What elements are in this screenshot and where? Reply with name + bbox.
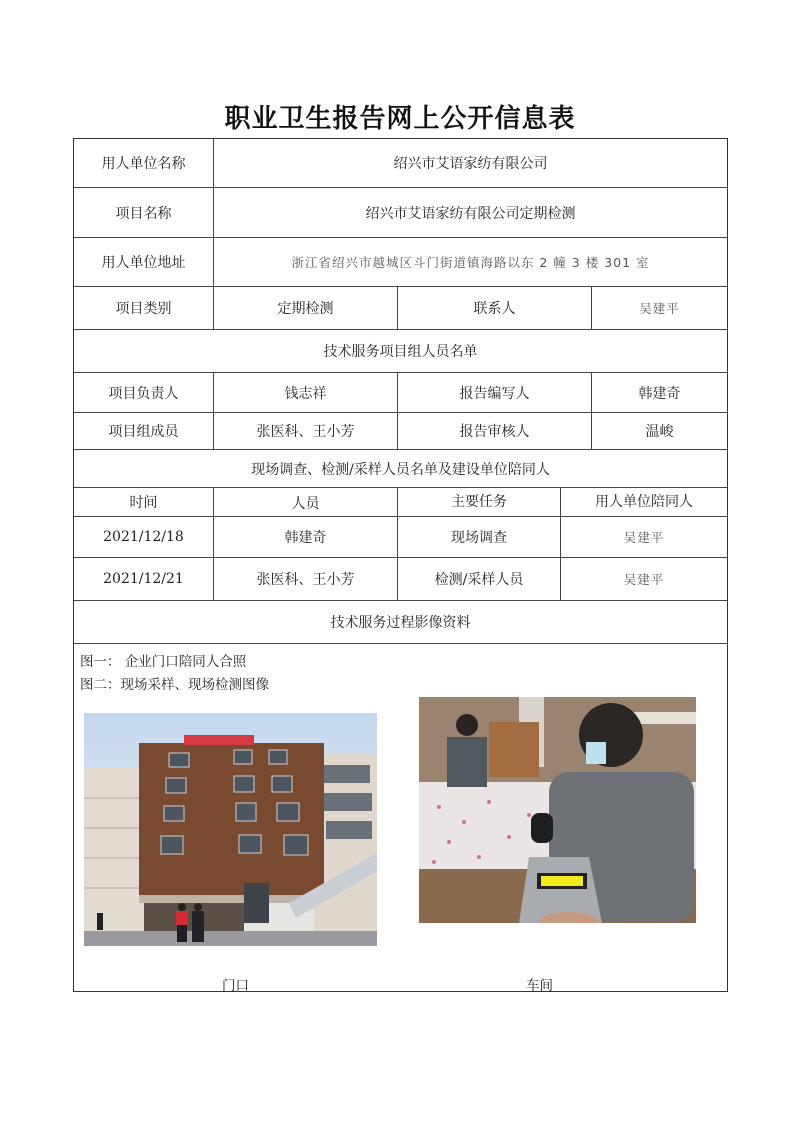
project-name-value: 绍兴市艾语家纺有限公司定期检测 — [365, 205, 576, 222]
entrance-building-image — [84, 713, 377, 946]
project-name-label: 项目名称 — [74, 188, 214, 237]
leader-value: 钱志祥 — [214, 373, 398, 412]
document-title: 职业卫生报告网上公开信息表 — [224, 104, 576, 134]
row-category — [74, 287, 727, 330]
row-project-name — [74, 188, 727, 238]
col-header-companion: 用人单位陪同人 — [595, 494, 693, 510]
address-value: 浙江省绍兴市越城区斗门街道镇海路以东 2 幢 3 楼 301 室 — [291, 255, 650, 270]
row-survey-heading — [74, 450, 727, 488]
row-team-heading — [74, 330, 727, 373]
photo-workshop-label: 车间 — [526, 978, 553, 994]
survey-staff: 张医科、王小芳 — [214, 558, 398, 600]
caption-figure-2: 图二：现场采样、现场检测图像 — [80, 677, 269, 693]
caption-figure-1: 图一： 企业门口陪同人合照 — [80, 654, 247, 670]
survey-companion: 吴建平 — [623, 572, 665, 587]
category-label: 项目类别 — [74, 287, 214, 329]
col-header-task: 主要任务 — [398, 488, 561, 516]
contact-label: 联系人 — [398, 287, 592, 329]
employer-name-value: 绍兴市艾语家纺有限公司 — [393, 156, 548, 172]
leader-label: 项目负责人 — [74, 373, 214, 412]
writer-value: 韩建奇 — [638, 385, 681, 402]
row-address — [74, 238, 727, 287]
photo-entrance — [84, 713, 377, 946]
info-table — [73, 138, 728, 992]
writer-label: 报告编写人 — [398, 373, 592, 412]
survey-heading: 现场调查、检测/采样人员名单及建设单位陪同人 — [251, 461, 550, 478]
survey-task: 现场调查 — [398, 517, 561, 557]
photo-entrance-label: 门口 — [222, 978, 249, 994]
survey-date: 2021/12/18 — [74, 517, 214, 557]
workshop-noise-measurement-image — [419, 697, 696, 923]
table-row — [74, 517, 727, 558]
employer-name-label: 用人单位名称 — [74, 139, 214, 187]
media-heading: 技术服务过程影像资料 — [330, 615, 471, 631]
table-row — [74, 558, 727, 601]
media-section — [74, 644, 727, 994]
survey-staff: 韩建奇 — [214, 517, 398, 557]
row-employer-name — [74, 139, 727, 188]
survey-date: 2021/12/21 — [74, 558, 214, 600]
reviewer-label: 报告审核人 — [398, 413, 592, 449]
photo-workshop — [419, 697, 696, 923]
survey-task: 检测/采样人员 — [398, 558, 561, 600]
team-heading: 技术服务项目组人员名单 — [323, 344, 478, 360]
reviewer-value: 温峻 — [645, 424, 674, 440]
contact-value: 吴建平 — [639, 301, 680, 316]
row-members — [74, 413, 727, 450]
col-header-staff: 人员 — [214, 488, 398, 516]
survey-companion: 吴建平 — [623, 530, 665, 545]
row-media-heading — [74, 601, 727, 644]
members-label: 项目组成员 — [74, 413, 214, 449]
members-value: 张医科、王小芳 — [214, 413, 398, 449]
row-leader — [74, 373, 727, 413]
col-header-time: 时间 — [74, 488, 214, 516]
survey-header-row — [74, 488, 727, 517]
address-label: 用人单位地址 — [74, 238, 214, 286]
category-value: 定期检测 — [214, 287, 398, 329]
